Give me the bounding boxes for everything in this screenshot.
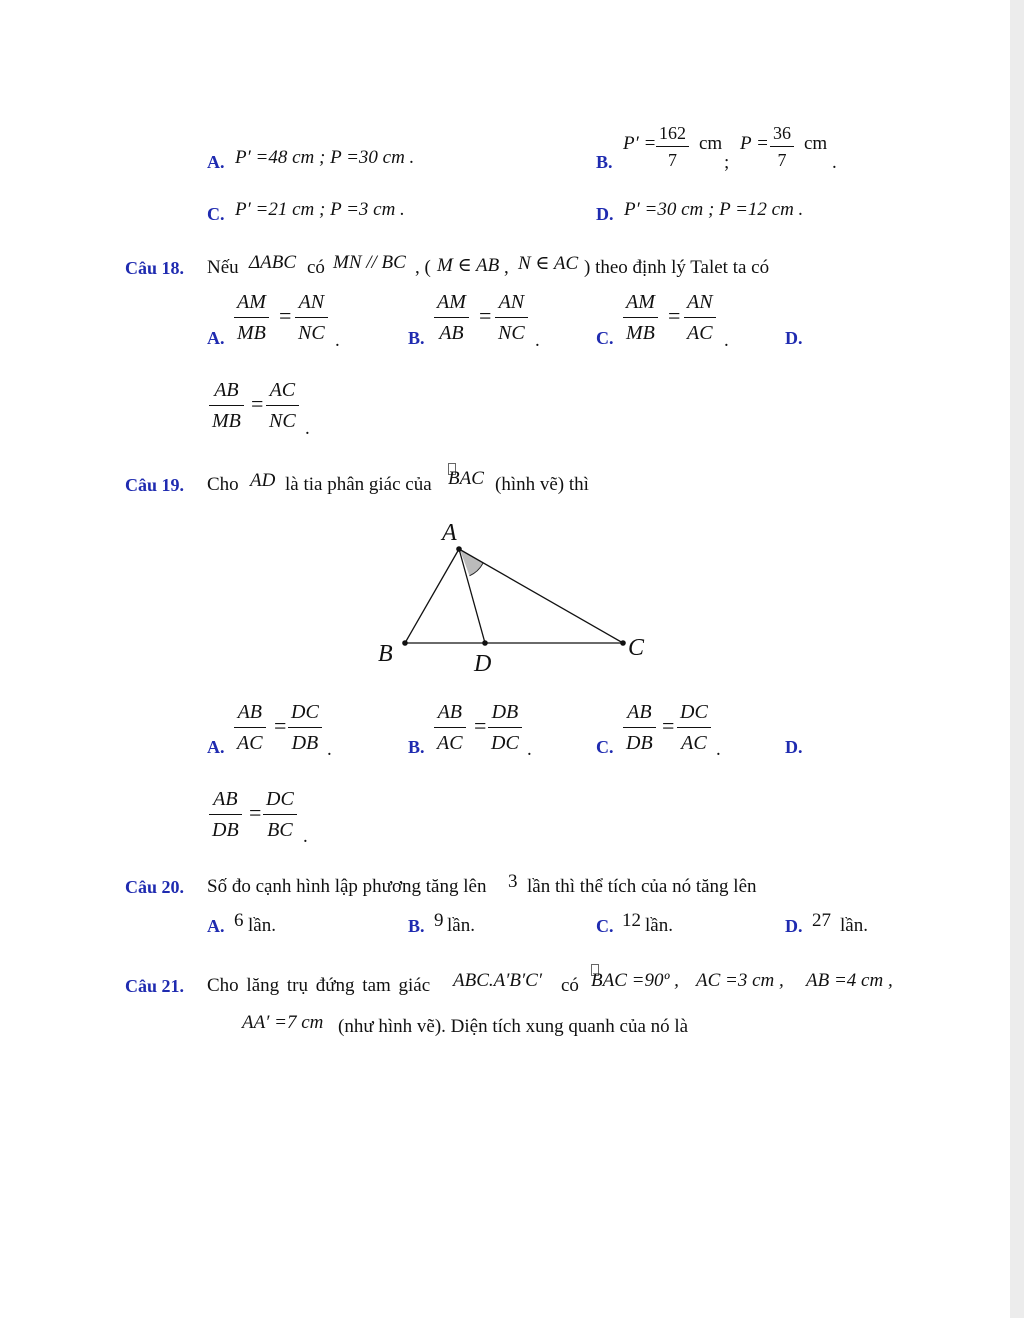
fraction-denominator: DB — [626, 732, 653, 754]
period: . — [716, 739, 721, 760]
fraction-denominator: NC — [269, 410, 296, 432]
q21-number: Câu 21. — [125, 976, 185, 996]
q18-stem-part-1: Nếu — [207, 257, 239, 278]
q17-option-b-f1-num: 162 — [656, 122, 689, 147]
q19-option-b-right-fraction — [488, 699, 522, 756]
fraction-numerator: AC — [266, 377, 299, 406]
q21-stem-angle: BAC =90º , — [591, 970, 679, 991]
q17-option-c-label: C. — [207, 204, 225, 224]
q20-stem-part-2: lần thì thể tích của nó tăng lên — [527, 876, 757, 897]
fraction-numerator: AM — [234, 289, 269, 318]
q20-option-c-label: C. — [596, 916, 614, 936]
q19-triangle-figure — [370, 515, 670, 685]
q19-stem-part-2: là tia phân giác của — [285, 474, 432, 495]
period: . — [327, 739, 332, 760]
fraction-numerator: AN — [295, 289, 328, 318]
q18-option-b-left-fraction — [434, 289, 469, 346]
q17-option-b-sep: ; — [724, 152, 730, 173]
fraction-denominator: AC — [237, 732, 263, 754]
q18-number: Câu 18. — [125, 258, 185, 278]
q17-option-c-text: P′ =21 cm ; P =3 cm . — [235, 199, 405, 220]
q19-option-a-label: A. — [207, 737, 225, 757]
fraction-denominator: DC — [491, 732, 519, 754]
q19-option-d-label: D. — [785, 737, 803, 757]
q19-option-c-left-fraction — [623, 699, 656, 756]
point-a — [456, 546, 462, 552]
fraction-numerator: DB — [488, 699, 522, 728]
side-ab — [405, 549, 459, 643]
q17-option-d-text: P′ =30 cm ; P =12 cm . — [624, 199, 804, 220]
q20-option-d-value: 27 — [812, 910, 831, 931]
fraction-denominator: BC — [267, 819, 293, 841]
fraction-denominator: AB — [439, 322, 464, 344]
q17-option-a-label: A. — [207, 152, 225, 172]
q18-option-a-right-fraction — [295, 289, 328, 346]
q20-option-c-value: 12 — [622, 910, 641, 931]
q18-option-c-right-fraction — [684, 289, 716, 346]
point-d — [482, 640, 488, 646]
fraction-denominator: MB — [212, 410, 241, 432]
q20-option-b-unit: lần. — [447, 915, 475, 936]
fraction-numerator: AB — [209, 377, 244, 406]
period: . — [535, 330, 540, 351]
q20-stem-part-1: Số đo cạnh hình lập phương tăng lên — [207, 876, 487, 897]
side-ac — [459, 549, 623, 643]
q20-option-b-value: 9 — [434, 910, 444, 931]
fraction-denominator: AC — [437, 732, 463, 754]
q20-option-a-value: 6 — [234, 910, 244, 931]
q20-option-d-unit: lần. — [840, 915, 868, 936]
period: . — [303, 826, 308, 847]
q17-option-b-f2-num: 36 — [770, 122, 794, 147]
q21-stem-part-2: có — [561, 975, 579, 996]
equals-sign: = — [479, 303, 492, 328]
q17-option-b-p1: P′ = — [623, 133, 657, 154]
q19-option-a-right-fraction — [288, 699, 322, 756]
q21-stem-aa: AA′ =7 cm — [242, 1012, 324, 1033]
fraction-numerator: DC — [288, 699, 322, 728]
q21-stem-prism: ABC.A′B′C′ — [453, 970, 542, 991]
q18-option-b-right-fraction — [495, 289, 528, 346]
q17-option-b-fraction-2 — [770, 122, 794, 171]
fraction-denominator: MB — [626, 322, 655, 344]
q18-stem-part-4: , — [504, 257, 509, 278]
q17-option-d-label: D. — [596, 204, 614, 224]
q19-option-b-left-fraction — [434, 699, 466, 756]
period: . — [724, 330, 729, 351]
fraction-numerator: DC — [677, 699, 711, 728]
q19-option-b-label: B. — [408, 737, 425, 757]
point-c — [620, 640, 626, 646]
q18-option-b-label: B. — [408, 328, 425, 348]
page-edge — [1010, 0, 1024, 1318]
fraction-denominator: NC — [498, 322, 525, 344]
q18-option-c-label: C. — [596, 328, 614, 348]
q17-option-b-end: . — [832, 152, 837, 173]
q21-stem-part-3: (như hình vẽ). Diện tích xung quanh của nó là — [338, 1016, 689, 1037]
q18-option-c-left-fraction — [623, 289, 658, 346]
fraction-numerator: AB — [434, 699, 466, 728]
q17-option-b-f2-den: 7 — [777, 150, 787, 170]
equals-sign: = — [251, 391, 264, 416]
point-b — [402, 640, 408, 646]
fraction-denominator: NC — [298, 322, 325, 344]
q21-stem-ac: AC =3 cm , — [696, 970, 784, 991]
q19-option-c-right-fraction — [677, 699, 711, 756]
label-c: C — [628, 635, 645, 661]
fraction-numerator: AB — [209, 786, 242, 815]
fraction-numerator: AB — [623, 699, 656, 728]
q18-option-a-label: A. — [207, 328, 225, 348]
q17-option-b-f1-den: 7 — [668, 150, 677, 170]
fraction-denominator: AC — [681, 732, 707, 754]
fraction-numerator: AN — [684, 289, 716, 318]
period: . — [527, 739, 532, 760]
equals-sign: = — [474, 713, 487, 738]
q20-option-b-label: B. — [408, 916, 425, 936]
q17-option-b-fraction-1 — [656, 122, 689, 171]
q18-option-d-right-fraction — [266, 377, 299, 434]
fraction-denominator: AC — [687, 322, 713, 344]
label-d: D — [474, 651, 492, 677]
q17-option-b-unit-2: cm — [804, 133, 828, 154]
q17-option-b-unit-1: cm — [699, 133, 723, 154]
fraction-numerator: AN — [495, 289, 528, 318]
q19-stem-part-1: Cho — [207, 474, 239, 495]
q18-stem-triangle: ΔABC — [249, 252, 297, 273]
fraction-numerator: AM — [434, 289, 469, 318]
q19-stem-part-3: (hình vẽ) thì — [495, 474, 589, 495]
equals-sign: = — [274, 713, 287, 738]
fraction-numerator: AB — [234, 699, 266, 728]
q18-stem-parallel: MN // BC — [333, 252, 406, 273]
q19-stem-angle: BAC — [448, 468, 484, 489]
period: . — [305, 418, 310, 439]
equals-sign: = — [668, 303, 681, 328]
q18-stem-part-5: ) theo định lý Talet ta có — [584, 257, 770, 278]
period: . — [335, 330, 340, 351]
q20-option-a-unit: lần. — [248, 915, 276, 936]
q20-option-d-label: D. — [785, 916, 803, 936]
q18-stem-part-3: , ( — [415, 257, 431, 278]
label-a: A — [442, 520, 457, 546]
q17-option-b-p2: P = — [740, 133, 769, 154]
label-b: B — [378, 641, 393, 667]
q20-option-c-unit: lần. — [645, 915, 673, 936]
fraction-denominator: DB — [212, 819, 239, 841]
q20-stem-k: 3 — [508, 871, 518, 892]
equals-sign: = — [249, 800, 262, 825]
q21-stem-part-1: Cho lăng trụ đứng tam giác — [207, 975, 431, 996]
q18-option-a-left-fraction — [234, 289, 269, 346]
fraction-denominator: DB — [291, 732, 319, 754]
q19-option-a-left-fraction — [234, 699, 266, 756]
q18-option-d-label: D. — [785, 328, 803, 348]
q20-number: Câu 20. — [125, 877, 185, 897]
q17-option-b-label: B. — [596, 152, 613, 172]
equals-sign: = — [279, 303, 292, 328]
q19-number: Câu 19. — [125, 475, 185, 495]
q21-stem-ab: AB =4 cm , — [806, 970, 893, 991]
q18-stem-n: N ∈ AC — [518, 253, 579, 274]
equals-sign: = — [662, 713, 675, 738]
q18-stem-part-2: có — [307, 257, 325, 278]
q17-option-a-text: P′ =48 cm ; P =30 cm . — [235, 147, 415, 168]
fraction-denominator: MB — [237, 322, 266, 344]
q19-option-d-left-fraction — [209, 786, 242, 843]
q19-option-d-right-fraction — [263, 786, 297, 843]
q20-option-a-label: A. — [207, 916, 225, 936]
q19-stem-ad: AD — [250, 470, 276, 491]
q19-option-c-label: C. — [596, 737, 614, 757]
q18-option-d-left-fraction — [209, 377, 244, 434]
fraction-numerator: AM — [623, 289, 658, 318]
q18-stem-m: M ∈ AB — [437, 255, 500, 276]
fraction-numerator: DC — [263, 786, 297, 815]
